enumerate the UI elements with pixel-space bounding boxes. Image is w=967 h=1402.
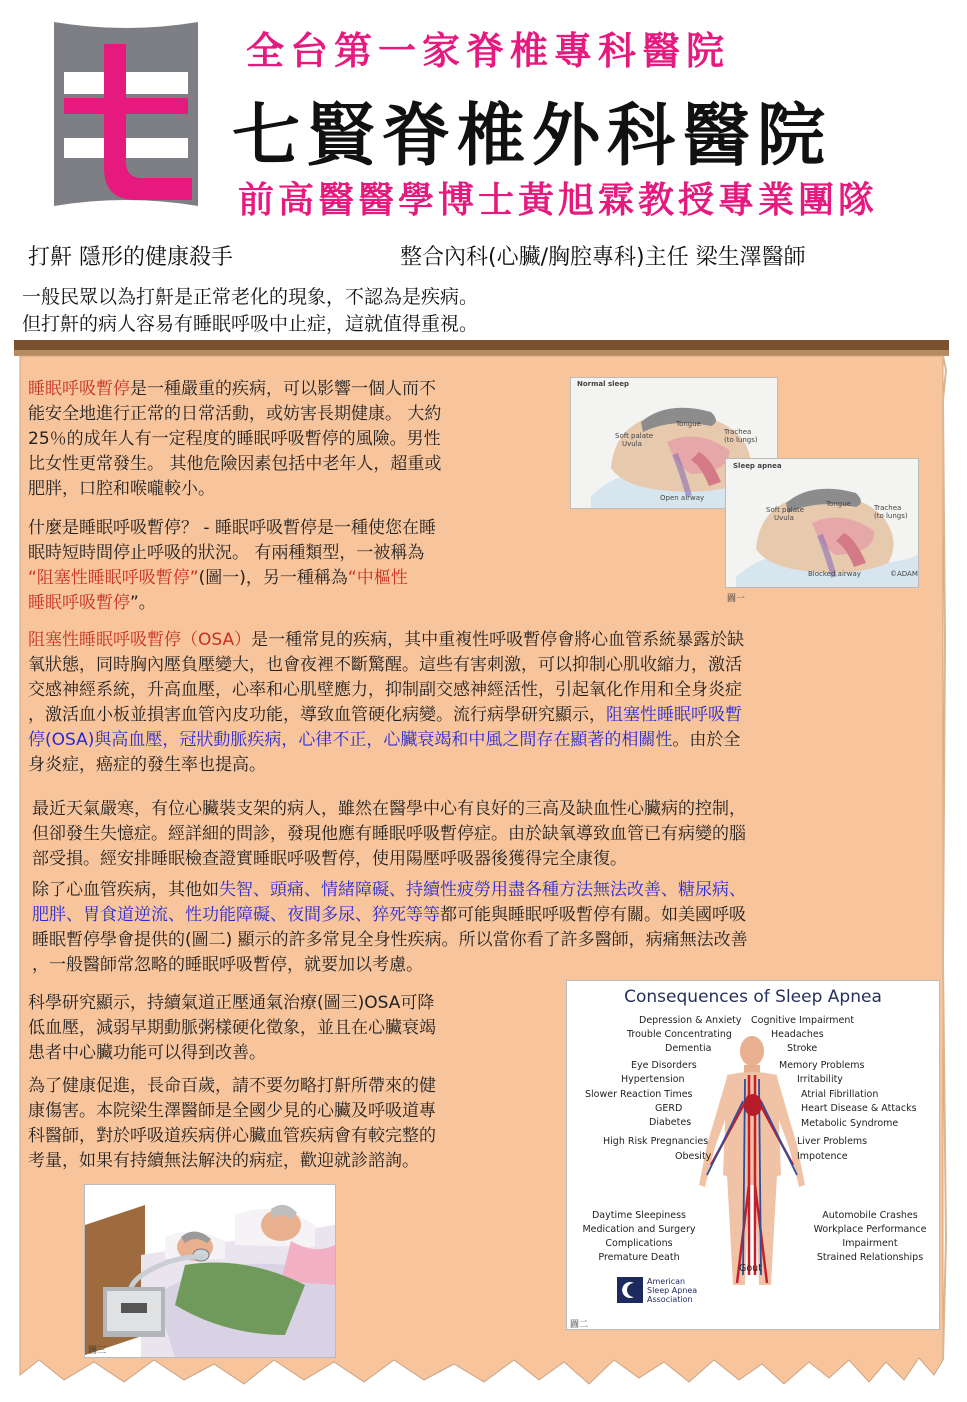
consequence-gout: Gout [739,1263,762,1274]
intro-text: 一般民眾以為打鼾是正常老化的現象，不認為是疾病。 但打鼾的病人容易有睡眠呼吸中止症，這就值得重視。 [22,286,479,335]
consequence-right-0: Cognitive Impairment [751,1015,855,1026]
paragraph-case: 最近天氣嚴寒，有位心臟裝支架的病人，雖然在醫學中心有良好的三高及缺血性心臟病的控制， 但卻發生失憶症。經詳細的問診，發現他應有睡眠呼吸暫停症。由於缺氧導致血管已有病變的腦 部受損。經安排睡眠檢查證實睡眠呼吸暫停，使用陽壓呼吸器後獲得完全康復。 [32,799,746,869]
consequence-right-1: Headaches [771,1029,824,1040]
consequence-left-7: Diabetes [649,1117,692,1128]
consequence-right-4: Irritability [797,1074,843,1085]
paragraph-closing: 為了健康促進，長命百歲，請不要勿略打鼾所帶來的健 康傷害。本院梁生澤醫師是全國少見的心臟及呼吸道專 科醫師，對於呼吸道疾病併心臟血管疾病會有較完整的 考量，如果有持續無法解決的病症，歡迎就診諮詢。 [28,1076,436,1171]
cpap-illustration [85,1185,335,1357]
article-title: 打鼾 隱形的健康殺手 [28,245,233,270]
hospital-logo [50,18,202,210]
consequence-right-6: Heart Disease & Attacks [801,1103,917,1114]
team-line: 前高醫醫學博士黃旭霖教授專業團隊 [238,180,879,221]
asaa-logo-icon [617,1277,643,1303]
consequence-right-5: Atrial Fibrillation [801,1089,879,1100]
paragraph-definition: 睡眠呼吸暫停是一種嚴重的疾病，可以影響一個人而不 能安全地進行正常的日常活動，或妨害長期健康。 大約 25％的成年人有一定程度的睡眠呼吸暫停的風險。男性 比女性更常發生。 其他危險因素包括中老年人，超重或 肥胖，口腔和喉嚨較小。 [28,379,442,499]
consequence-right-2: Stroke [787,1043,818,1054]
consequence-left-1: Trouble Concentrating [627,1029,732,1040]
asaa-name: American Sleep Apnea Association [647,1277,698,1304]
figure-3-cpap [84,1184,336,1358]
sleep-apnea-diagram [725,458,919,588]
figure-3-caption: 圖三 [88,1346,107,1356]
paragraph-other-diseases: 除了心血管疾病，其他如失智、頭痛、情緒障礙、持續性疲勞用盡各種方法無法改善、糖尿病、 肥胖、胃食道逆流、性功能障礙、夜間多尿、猝死等等都可能與睡眠呼吸暫停有關。如美國呼吸 睡眠暫停學會提供的(圖二) 顯示的許多常見全身性疾病。所以當你看了許多醫師，病痛無法改善 ，一般醫師常忽略的睡眠呼吸暫停，就要加以考慮。 [32,880,748,975]
consequence-right-8: Liver Problems [797,1136,868,1147]
author-line: 整合內科(心臟/胸腔專科)主任 梁生澤醫師 [400,245,806,270]
paragraph-types: 什麼是睡眠呼吸暫停？ - 睡眠呼吸暫停是一種使您在睡 眠時短時間停止呼吸的狀況。 有兩種類型，一被稱為 “阻塞性睡眠呼吸暫停”(圖一)，另一種稱為“中樞性 睡眠呼吸暫停”。 [28,518,436,613]
consequence-left-6: GERD [655,1103,683,1114]
paragraph-research: 科學研究顯示，持續氣道正壓通氣治療(圖三)OSA可降 低血壓，減弱早期動脈粥樣硬化徵象，並且在心臟衰竭 患者中心臟功能可以得到改善。 [28,993,436,1063]
consequences-bottom-left: Daytime Sleepiness Medication and Surgery Complications Premature Death [582,1210,696,1263]
consequence-left-2: Dementia [665,1043,712,1054]
consequence-left-3: Eye Disorders [631,1060,697,1071]
hospital-name: 七賢脊椎外科醫院 [232,97,833,176]
consequence-left-5: Slower Reaction Times [585,1089,693,1100]
figure-2-title: Consequences of Sleep Apnea [624,987,882,1007]
paragraph-osa: 阻塞性睡眠呼吸暫停（OSA）是一種常見的疾病，其中重複性呼吸暫停會將心血管系統暴露於缺 氧狀態，同時胸內壓負壓變大，也會夜裡不斷驚醒。這些有害刺激，可以抑制心肌收縮力，激活 交感神經系統，升高血壓，心率和心肌壁應力，抑制副交感神經活性，引起氧化作用和全身炎症 ，激活血小板並損害血管內皮功能，導致血管硬化病變。流行病學研究顯示，阻塞性睡眠呼吸暫 停(OSA)與高血壓，冠狀動脈疾病，心律不正，心臟衰竭和中風之間存在顯著的相關性。由於全 身炎症，癌症的發生率也提高。 [28,630,745,775]
figure-2-consequences [566,980,940,1330]
consequence-left-4: Hypertension [621,1074,685,1085]
consequence-left-0: Depression & Anxiety [639,1015,742,1026]
consequences-bottom-right: Automobile Crashes Workplace Performance Impairment Strained Relationships [813,1210,927,1263]
figure-2-caption: 圖二 [570,1320,589,1330]
consequence-right-3: Memory Problems [779,1060,865,1071]
hospital-tagline: 全台第一家脊椎專科醫院 [246,29,731,73]
consequence-left-9: Obesity [675,1151,712,1162]
consequence-right-9: Impotence [797,1151,848,1162]
consequence-left-8: High Risk Pregnancies [603,1136,709,1147]
consequence-right-7: Metabolic Syndrome [801,1118,899,1129]
figure-1-caption: 圖一 [727,594,746,604]
